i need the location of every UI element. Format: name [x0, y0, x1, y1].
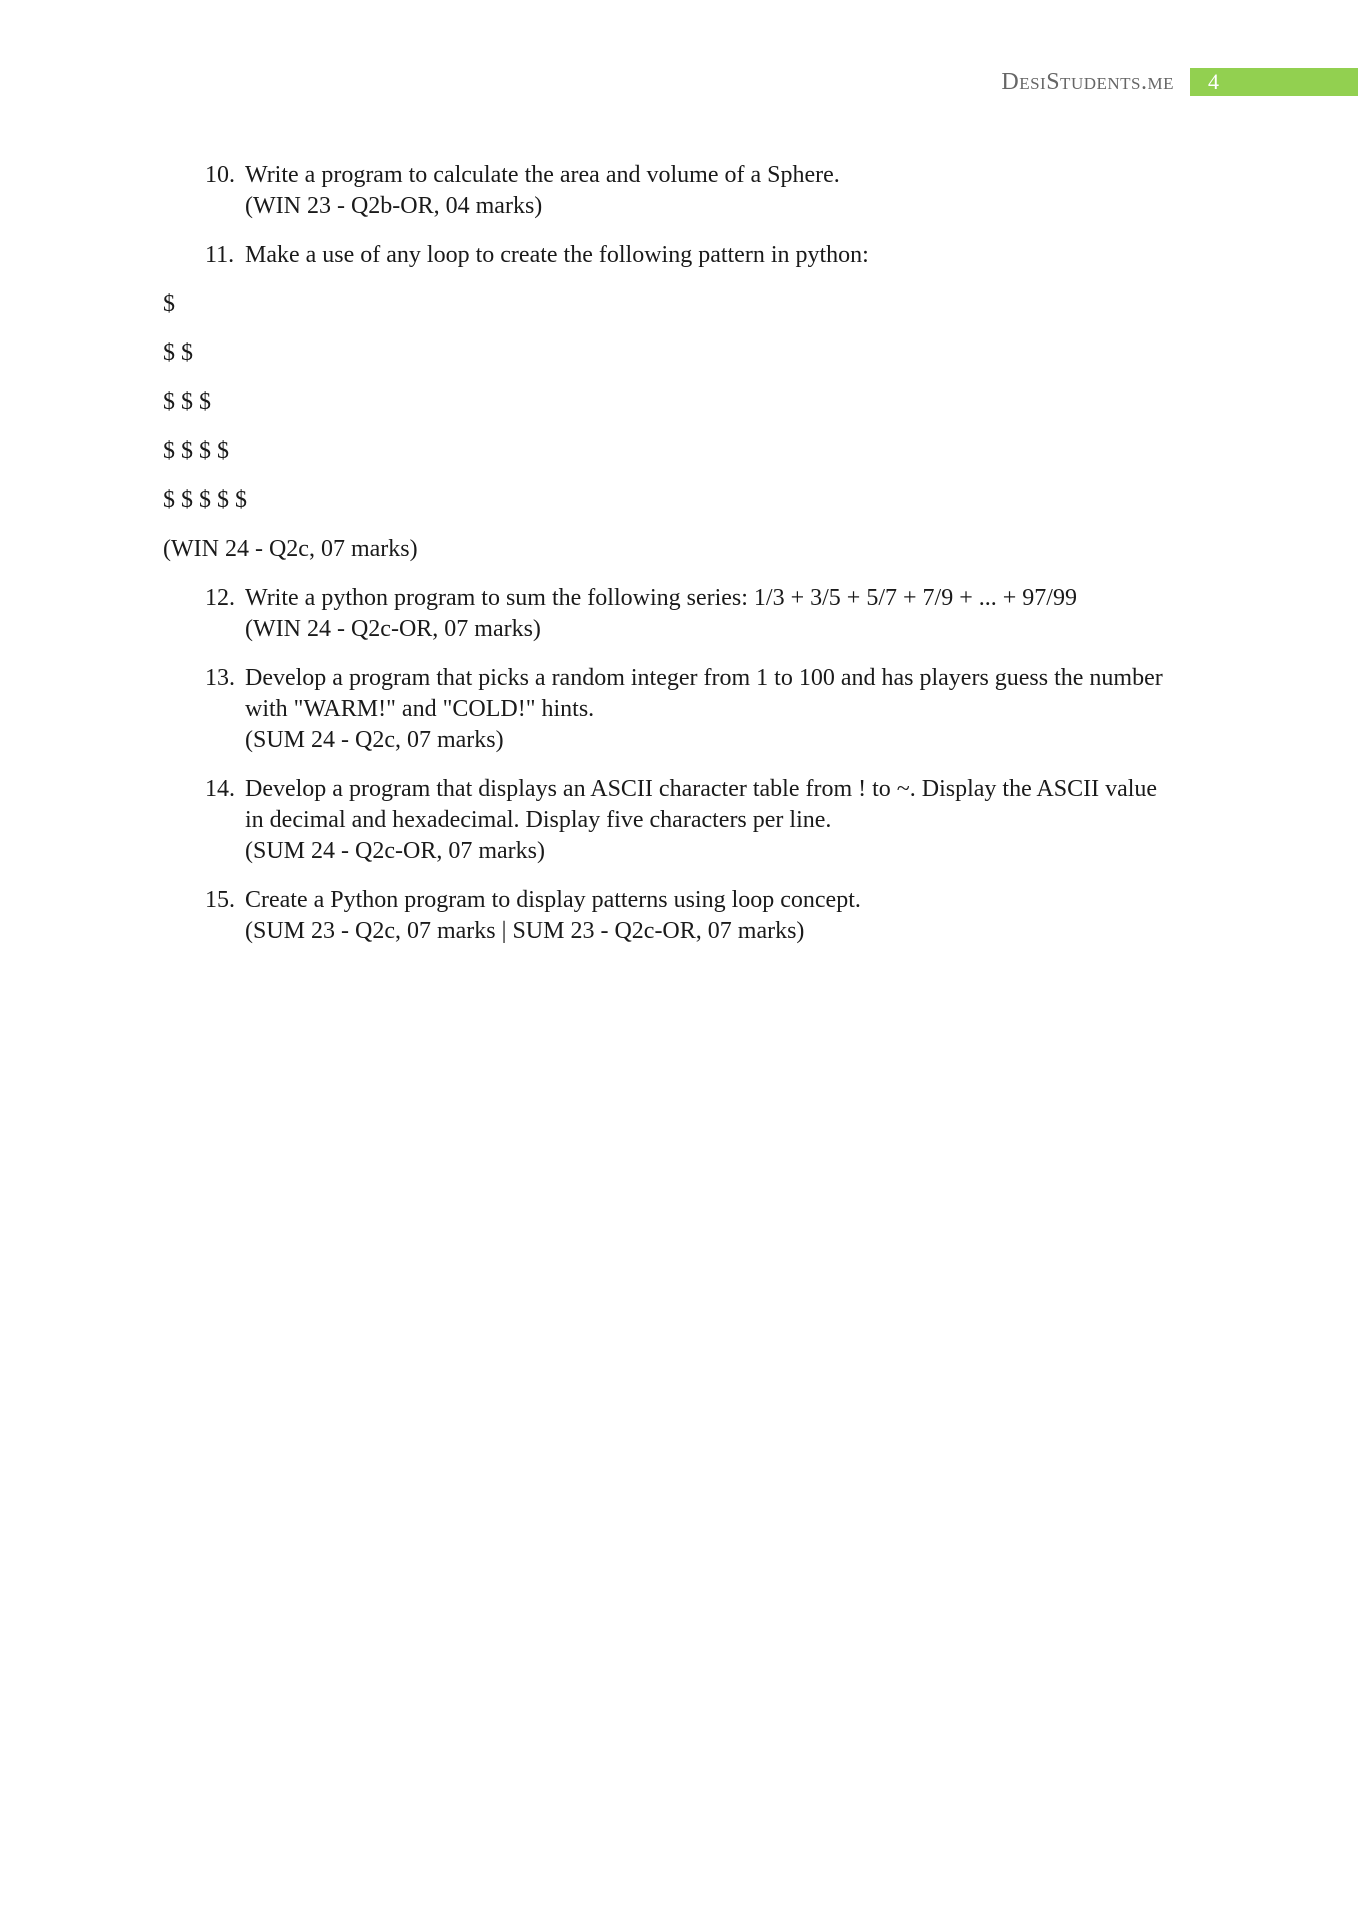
pattern-reference: (WIN 24 - Q2c, 07 marks)	[163, 536, 418, 562]
question-item	[205, 663, 1169, 756]
question-number: 11.	[205, 242, 235, 268]
question-number: 13.	[205, 665, 235, 691]
dollar-pattern	[163, 289, 1163, 534]
question-item	[205, 885, 1163, 947]
question-item	[205, 583, 1163, 645]
pattern-row: $	[163, 291, 175, 317]
question-reference: (SUM 24 - Q2c-OR, 07 marks)	[245, 838, 545, 864]
question-number: 10.	[205, 162, 235, 188]
question-text: Create a Python program to display patterns using loop concept.	[245, 887, 861, 913]
question-text: Write a program to calculate the area and volume of a Sphere.	[245, 162, 840, 188]
question-text: Make a use of any loop to create the following pattern in python:	[245, 242, 869, 268]
question-text: Develop a program that picks a random integer from 1 to 100 and has players guess the number with "WARM!" and "COLD!" hints.	[245, 665, 1169, 722]
page-number: 4	[1190, 68, 1358, 96]
question-item	[205, 160, 1163, 222]
question-reference: (SUM 24 - Q2c, 07 marks)	[245, 727, 504, 753]
page-header	[1001, 68, 1358, 96]
question-text: Develop a program that displays an ASCII character table from ! to ~. Display the ASCII value in decimal and hexadecimal. Display five characters per line.	[245, 776, 1164, 833]
question-number: 14.	[205, 776, 235, 802]
question-item	[205, 240, 1163, 271]
pattern-row: $ $	[163, 340, 193, 366]
question-reference: (SUM 23 - Q2c, 07 marks | SUM 23 - Q2c-OR, 07 marks)	[245, 918, 805, 944]
question-reference: (WIN 24 - Q2c-OR, 07 marks)	[245, 616, 541, 642]
pattern-row: $ $ $ $ $	[163, 487, 247, 513]
question-number: 15.	[205, 887, 235, 913]
question-reference: (WIN 23 - Q2b-OR, 04 marks)	[245, 193, 543, 219]
pattern-row: $ $ $ $	[163, 438, 229, 464]
question-item	[205, 774, 1163, 867]
question-text: Write a python program to sum the following series: 1/3 + 3/5 + 5/7 + 7/9 + ... + 97/99	[245, 585, 1077, 611]
question-list	[163, 160, 1169, 965]
site-name: DesiStudents.me	[1001, 69, 1174, 95]
question-number: 12.	[205, 585, 235, 611]
pattern-row: $ $ $	[163, 389, 211, 415]
